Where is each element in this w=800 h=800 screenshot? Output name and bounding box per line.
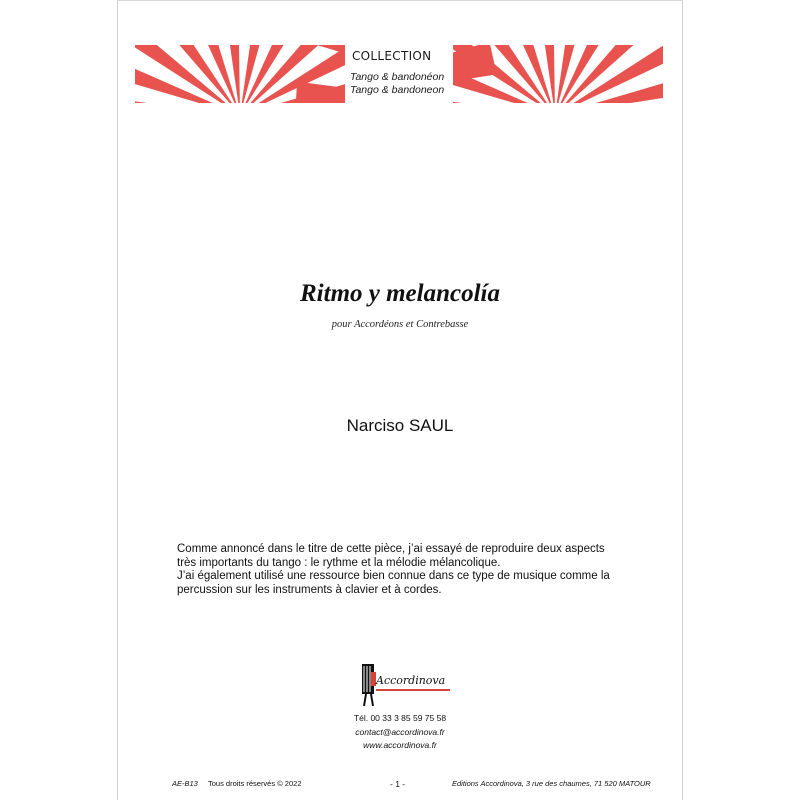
piece-title: Ritmo y melancolía: [300, 280, 500, 307]
description-paragraph: [177, 543, 647, 597]
description-line: très importants du tango : le rythme et la mélodie mélancolique.: [177, 556, 501, 569]
footer-page-number: - 1 -: [390, 779, 406, 789]
collection-banner: [135, 45, 663, 103]
contact-website: www.accordinova.fr: [363, 740, 437, 750]
collection-subtitle-en: Tango & bandoneon: [350, 84, 445, 96]
footer-rights: Tous droits réservés © 2022: [208, 779, 302, 788]
description-line: J’ai également utilisé une ressource bien connue dans ce type de musique comme la: [177, 570, 610, 582]
accordinova-logo: [360, 658, 450, 708]
collection-title: COLLECTION: [352, 49, 432, 63]
composer-name: Narciso SAUL: [346, 416, 454, 435]
logo-underline: [376, 689, 450, 691]
logo-wordmark: Accordinova: [376, 674, 446, 687]
collection-subtitle-fr: Tango & bandonéon: [350, 71, 445, 83]
contact-phone: Tél. 00 33 3 85 59 75 58: [353, 713, 447, 723]
contact-email: contact@accordinova.fr: [355, 727, 445, 737]
footer-reference: AE-B13: [172, 779, 198, 788]
page-top-border: [117, 0, 683, 1]
description-line: Comme annoncé dans le titre de cette pièce, j’ai essayé de reproduire deux aspects: [177, 543, 605, 555]
footer-publisher: Editions Accordinova, 3 rue des chaumes, 71 520 MATOUR: [452, 779, 651, 788]
piece-subtitle: pour Accordéons et Contrebasse: [331, 319, 469, 330]
description-line: percussion sur les instruments à clavier et à cordes.: [177, 583, 442, 596]
